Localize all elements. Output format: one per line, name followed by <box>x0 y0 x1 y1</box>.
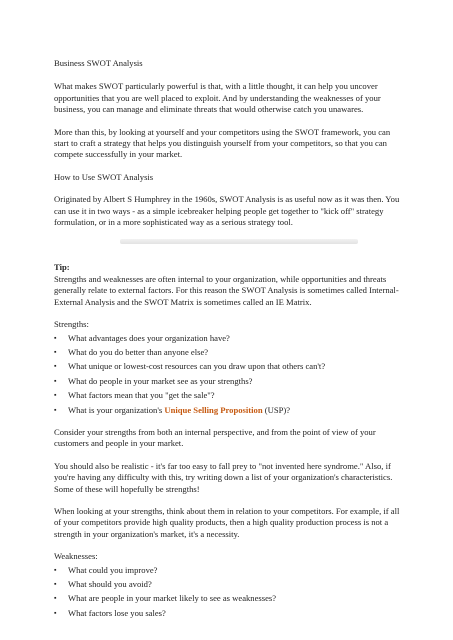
framework-paragraph: More than this, by looking at yourself and your competitors using the SWOT framework, you can start to craft a strategy that helps you distinguish yourself from your competitors, so that you can compete successfully in your market. <box>54 126 391 160</box>
bullet-icon: ▪ <box>54 405 57 414</box>
bullet-icon: ▪ <box>54 580 57 588</box>
weaknesses-list <box>54 565 406 620</box>
origin-paragraph: Originated by Albert S Humphrey in the 1960s, SWOT Analysis is as useful now as it was then. You can use it in two ways - as a simple icebreaker helping people get together to "kick off" strategy formulation, or in a more sophisticated way as a serious strategy tool. <box>54 194 400 228</box>
list-item <box>54 390 406 401</box>
bullet-icon: ▪ <box>54 594 57 603</box>
bullet-icon: ▪ <box>54 333 57 342</box>
bullet-icon: ▪ <box>54 347 57 356</box>
competitors-paragraph: When looking at your strengths, think about them in relation to your competitors. For example, if all of your competitors provide high quality products, then a high quality production process is not a strength in your organization's market, it's a necessity. <box>54 505 400 539</box>
list-item-text: What do people in your market see as your strengths? <box>68 375 253 386</box>
how-to-use-heading: How to Use SWOT Analysis <box>54 171 154 182</box>
tip-text: Strengths and weaknesses are often internal to your organization, while opportunities and threats generally relate to external factors. For this reason the SWOT Analysis is sometimes called Internal-External Analysis and the SWOT Matrix is sometimes called an IE Matrix. <box>54 273 399 307</box>
list-item <box>54 405 406 416</box>
document-title: Business SWOT Analysis <box>54 58 143 68</box>
list-item <box>54 333 406 344</box>
intro-paragraph: What makes SWOT particularly powerful is that, with a little thought, it can help you uncover opportunities that you are well placed to exploit. And by understanding the weaknesses of your business, you can manage and eliminate threats that would otherwise catch you unawares. <box>54 81 381 115</box>
list-item <box>54 579 406 590</box>
list-item <box>54 593 406 604</box>
list-item <box>54 361 406 372</box>
strengths-heading: Strengths: <box>54 319 89 330</box>
list-item-text: What are people in your market likely to see as weaknesses? <box>68 593 277 604</box>
unique-selling-proposition-link[interactable]: Unique Selling Proposition <box>164 404 263 415</box>
list-item <box>54 347 406 358</box>
bullet-icon: ▪ <box>54 565 57 574</box>
bullet-icon: ▪ <box>54 376 57 385</box>
list-item-text: What should you avoid? <box>68 579 152 589</box>
document-content <box>54 58 406 630</box>
list-item-text: What factors mean that you "get the sale"? <box>68 390 215 401</box>
section-divider <box>120 239 358 244</box>
usp-suffix: (USP)? <box>262 404 291 415</box>
usp-prefix: What is your organization's <box>68 404 165 415</box>
list-item-text: What do you do better than anyone else? <box>68 346 209 357</box>
list-item-text: What factors lose you sales? <box>68 607 166 618</box>
list-item-text: What unique or lowest-cost resources can you draw upon that others can't? <box>68 361 326 372</box>
list-item <box>54 376 406 387</box>
tip-label: Tip: <box>54 262 70 273</box>
bullet-icon: ▪ <box>54 362 57 371</box>
list-item <box>54 565 406 576</box>
bullet-icon: ▪ <box>54 391 57 400</box>
list-item-text: What advantages does your organization have? <box>68 332 230 343</box>
realism-paragraph: You should also be realistic - it's far too easy to fall prey to "not invented here syndrome." Also, if you're having any difficulty with this, try writing down a list of your organization's characteristics. Some of these will hopefully be strengths! <box>54 460 393 494</box>
perspective-paragraph: Consider your strengths from both an internal perspective, and from the point of view of your customers and people in your market. <box>54 426 376 449</box>
bullet-icon: ▪ <box>54 608 57 617</box>
strengths-list <box>54 333 406 416</box>
list-item <box>54 608 406 619</box>
weaknesses-heading: Weaknesses: <box>54 551 98 562</box>
list-item-text: What could you improve? <box>68 564 158 575</box>
